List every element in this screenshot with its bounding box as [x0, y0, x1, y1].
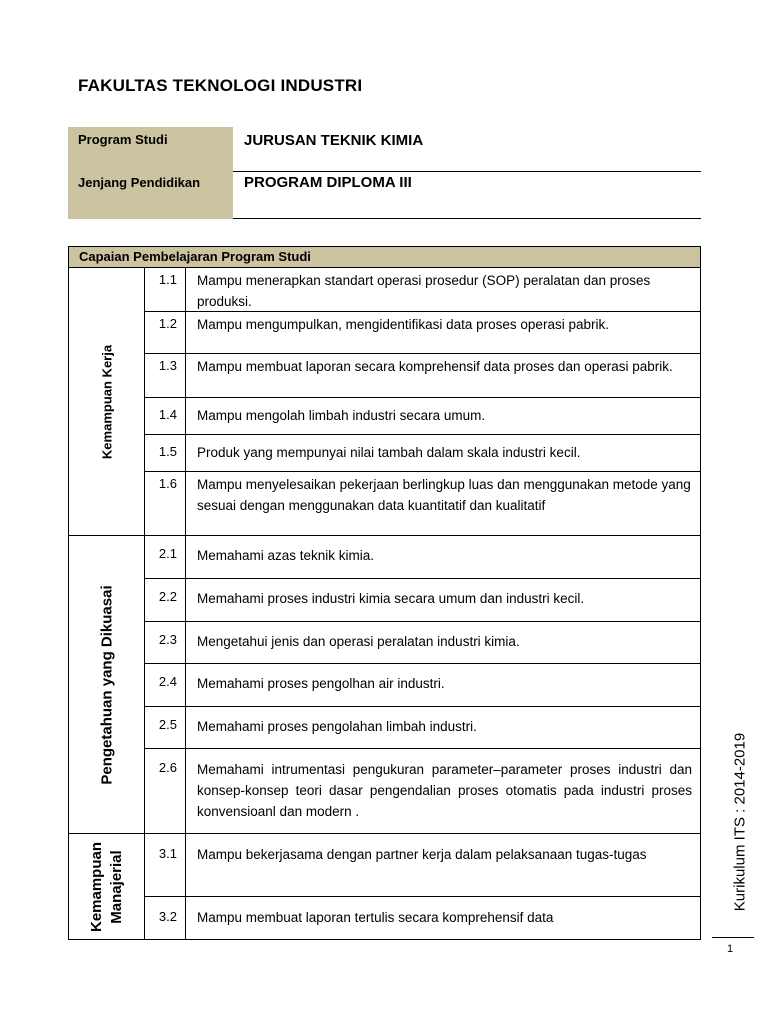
table-row	[145, 472, 700, 536]
group-cell-kemampuan-kerja	[69, 268, 145, 536]
table-row	[145, 707, 700, 749]
page-number-rule	[712, 937, 754, 938]
table-row	[145, 398, 700, 435]
group-cell-manajerial	[69, 834, 145, 939]
program-study-value: JURUSAN TEKNIK KIMIA	[244, 132, 424, 149]
table-row	[145, 354, 700, 398]
row-number: 2.5	[145, 707, 186, 748]
table-row	[145, 435, 700, 472]
program-level-label: Jenjang Pendidikan	[78, 175, 201, 190]
row-number: 2.6	[145, 749, 186, 833]
curriculum-side-label	[722, 712, 758, 932]
table-header	[69, 247, 700, 268]
table-row	[145, 312, 700, 354]
group-label-pengetahuan: Pengetahuan yang Dikuasai	[98, 585, 115, 785]
table-row	[145, 622, 700, 664]
row-number: 2.1	[145, 536, 186, 578]
row-number: 3.2	[145, 897, 186, 939]
row-number: 1.2	[145, 312, 186, 353]
row-description: Produk yang mempunyai nilai tambah dalam skala industri kecil.	[197, 445, 581, 460]
row-number: 1.1	[145, 268, 186, 311]
row-number: 1.4	[145, 398, 186, 434]
row-number: 2.2	[145, 579, 186, 621]
row-description: Mampu membuat laporan tertulis secara komprehensif data	[197, 910, 554, 925]
table-row	[145, 749, 700, 834]
row-description: Mengetahui jenis dan operasi peralatan industri kimia.	[197, 634, 520, 649]
program-divider	[233, 171, 701, 172]
table-row	[145, 834, 700, 897]
row-description: Mampu mengolah limbah industri secara umum.	[197, 408, 486, 423]
program-study-label: Program Studi	[78, 132, 168, 147]
row-description: Mampu menyelesaikan pekerjaan berlingkup luas dan menggunakan metode yang sesuai dengan menggunakan data kuantitatif dan kualitatif	[197, 477, 691, 513]
row-number: 1.6	[145, 472, 186, 535]
program-bottom-rule	[233, 218, 701, 219]
row-number: 2.4	[145, 664, 186, 706]
table-row	[145, 536, 700, 579]
faculty-title: FAKULTAS TEKNOLOGI INDUSTRI	[78, 76, 363, 95]
row-description: Mampu membuat laporan secara komprehensif data proses dan operasi pabrik.	[197, 359, 673, 374]
table-row	[145, 897, 700, 939]
table-title: Capaian Pembelajaran Program Studi	[79, 249, 311, 264]
table-row	[145, 579, 700, 622]
program-info-block	[68, 127, 701, 219]
row-description: Memahami proses industri kimia secara umum dan industri kecil.	[197, 591, 585, 606]
group-label-manajerial: Kemampuan Manajerial	[87, 841, 125, 932]
learning-outcomes-table	[68, 246, 701, 940]
row-description: Memahami proses pengolhan air industri.	[197, 676, 445, 691]
row-number: 2.3	[145, 622, 186, 663]
row-description: Mampu menerapkan standart operasi prosedur (SOP) peralatan dan proses produksi.	[197, 273, 651, 309]
table-row	[145, 664, 700, 707]
row-number: 3.1	[145, 834, 186, 896]
row-number: 1.5	[145, 435, 186, 471]
curriculum-text: Kurikulum ITS : 2014-2019	[731, 732, 749, 912]
row-description: Memahami azas teknik kimia.	[197, 548, 375, 563]
group-cell-pengetahuan	[69, 536, 145, 834]
row-number: 1.3	[145, 354, 186, 397]
table-row	[145, 268, 700, 312]
program-level-value: PROGRAM DIPLOMA III	[244, 174, 412, 191]
row-description: Mampu mengumpulkan, mengidentifikasi data proses operasi pabrik.	[197, 317, 609, 332]
row-description: Memahami intrumentasi pengukuran parameter–parameter proses industri dan konsep-konsep teori dasar pengendalian proses otomatis pada industri proses konvensioanl dan modern .	[197, 762, 692, 819]
group-label-kemampuan-kerja: Kemampuan Kerja	[99, 344, 114, 460]
row-description: Mampu bekerjasama dengan partner kerja dalam pelaksanaan tugas-tugas	[197, 847, 647, 862]
page-number: 1	[727, 943, 734, 955]
row-description: Memahami proses pengolahan limbah industri.	[197, 719, 477, 734]
